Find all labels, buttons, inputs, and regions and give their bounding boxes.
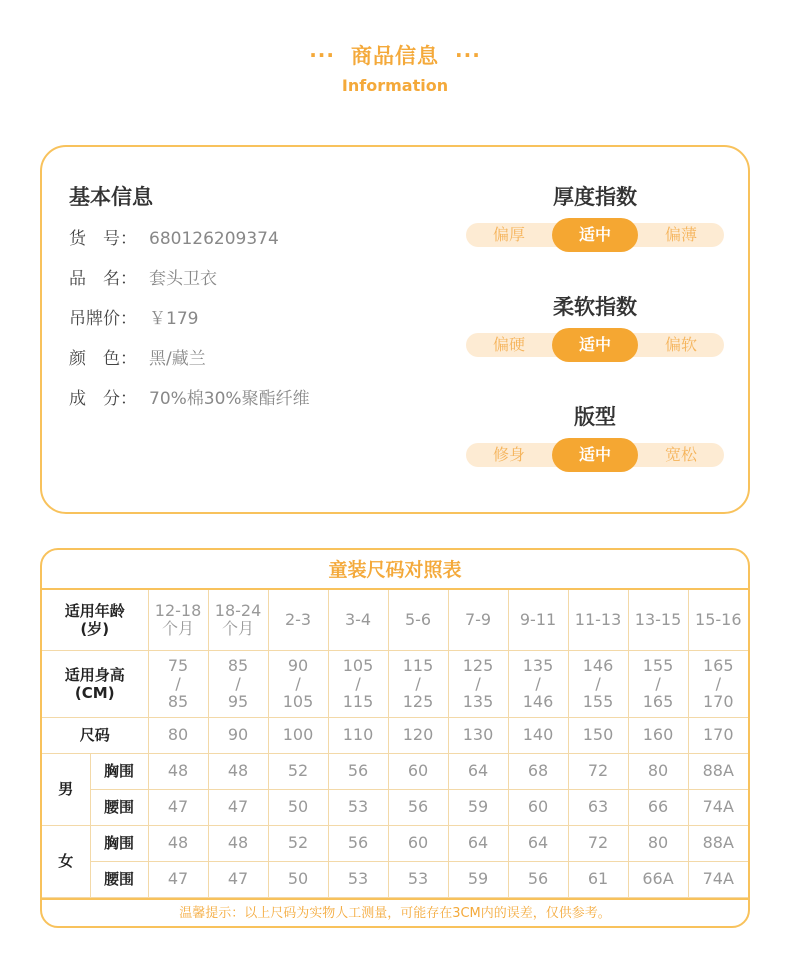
table-cell: 61 (568, 861, 628, 897)
table-cell: 56 (388, 789, 448, 825)
table-cell: 130 (448, 717, 508, 753)
table-cell: 18-24 个月 (208, 590, 268, 650)
table-cell: 72 (568, 825, 628, 861)
table-cell: 48 (208, 825, 268, 861)
thickness-scale (466, 223, 724, 247)
table-cell: 胸围 (90, 825, 148, 861)
option-hard: 偏硬 (492, 335, 525, 354)
table-cell: 64 (448, 753, 508, 789)
table-cell: 140 (508, 717, 568, 753)
table-cell: 50 (268, 789, 328, 825)
basic-info-section (69, 181, 310, 428)
table-cell: 56 (508, 861, 568, 897)
table-cell: 110 (328, 717, 388, 753)
section-header (0, 40, 790, 95)
table-cell: 125 / 135 (448, 650, 508, 717)
table-cell: 146 / 155 (568, 650, 628, 717)
option-loose: 宽松 (664, 445, 697, 464)
info-row-price (69, 308, 310, 348)
table-cell: 64 (508, 825, 568, 861)
row-female-chest (42, 825, 748, 861)
table-cell: 50 (268, 861, 328, 897)
table-cell: 88A (688, 825, 748, 861)
info-row-name (69, 268, 310, 308)
table-cell: 74A (688, 789, 748, 825)
product-info-card (40, 145, 750, 514)
info-row-color (69, 348, 310, 388)
table-cell: 155 / 165 (628, 650, 688, 717)
table-cell: 68 (508, 753, 568, 789)
option-medium-selected: 适中 (552, 438, 638, 472)
table-cell: 75 / 85 (148, 650, 208, 717)
table-cell: 47 (148, 861, 208, 897)
table-cell: 85 / 95 (208, 650, 268, 717)
table-cell: 60 (508, 789, 568, 825)
table-cell: 80 (148, 717, 208, 753)
table-cell: 90 / 105 (268, 650, 328, 717)
table-cell: 80 (628, 825, 688, 861)
table-cell: 47 (208, 789, 268, 825)
index-title: 柔软指数 (553, 295, 637, 319)
table-cell: 56 (328, 753, 388, 789)
table-cell: 64 (448, 825, 508, 861)
row-male-chest (42, 753, 748, 789)
option-soft: 偏软 (664, 335, 697, 354)
option-medium-selected: 适中 (552, 328, 638, 362)
index-section (466, 181, 724, 511)
table-cell: 胸围 (90, 753, 148, 789)
softness-scale (466, 333, 724, 357)
table-cell: 5-6 (388, 590, 448, 650)
fit-index (466, 401, 724, 511)
row-age (42, 590, 748, 650)
table-cell: 女 (42, 825, 90, 897)
size-table (42, 590, 748, 898)
info-label: 货 号： (69, 229, 137, 249)
table-cell: 13-15 (628, 590, 688, 650)
table-cell: 48 (148, 825, 208, 861)
row-height (42, 650, 748, 717)
table-cell: 腰围 (90, 861, 148, 897)
option-thick: 偏厚 (492, 225, 525, 244)
softness-index (466, 291, 724, 401)
table-cell: 100 (268, 717, 328, 753)
table-cell: 88A (688, 753, 748, 789)
info-label: 颜 色： (69, 349, 137, 369)
table-cell: 2-3 (268, 590, 328, 650)
size-chart-title: 童装尺码对照表 (42, 550, 748, 590)
info-value: 70%棉30%聚酯纤维 (149, 389, 310, 409)
table-cell: 47 (208, 861, 268, 897)
table-cell: 15-16 (688, 590, 748, 650)
table-cell: 53 (388, 861, 448, 897)
info-row-material (69, 388, 310, 428)
table-cell: 腰围 (90, 789, 148, 825)
index-title: 版型 (574, 405, 616, 429)
page-title: 商品信息 (351, 44, 439, 68)
row-male-waist (42, 789, 748, 825)
table-cell: 72 (568, 753, 628, 789)
table-cell: 170 (688, 717, 748, 753)
table-cell: 150 (568, 717, 628, 753)
header-title-row (0, 40, 790, 70)
table-cell: 尺码 (42, 717, 148, 753)
info-value: 套头卫衣 (149, 269, 217, 289)
info-label: 品 名： (69, 269, 137, 289)
dots-right-decoration: ··· (455, 43, 481, 67)
info-value: ￥179 (149, 309, 199, 329)
table-cell: 男 (42, 753, 90, 825)
info-value: 680126209374 (149, 229, 279, 249)
table-cell: 53 (328, 789, 388, 825)
table-cell: 59 (448, 861, 508, 897)
table-cell: 适用身高 (CM) (42, 650, 148, 717)
fit-scale (466, 443, 724, 467)
table-cell: 7-9 (448, 590, 508, 650)
dots-left-decoration: ··· (309, 43, 335, 67)
table-cell: 53 (328, 861, 388, 897)
table-cell: 48 (208, 753, 268, 789)
table-cell: 适用年龄 (岁) (42, 590, 148, 650)
info-label: 吊牌价： (69, 309, 137, 329)
page-subtitle: Information (341, 76, 449, 95)
table-cell: 56 (328, 825, 388, 861)
table-cell: 135 / 146 (508, 650, 568, 717)
row-female-waist (42, 861, 748, 897)
table-cell: 60 (388, 753, 448, 789)
table-cell: 60 (388, 825, 448, 861)
table-cell: 11-13 (568, 590, 628, 650)
table-cell: 9-11 (508, 590, 568, 650)
table-cell: 63 (568, 789, 628, 825)
table-cell: 74A (688, 861, 748, 897)
basic-info-title: 基本信息 (69, 185, 153, 209)
row-size (42, 717, 748, 753)
thickness-index (466, 181, 724, 291)
index-title: 厚度指数 (553, 185, 637, 209)
table-cell: 47 (148, 789, 208, 825)
table-cell: 105 / 115 (328, 650, 388, 717)
size-note: 温馨提示：以上尺码为实物人工测量，可能存在3CM内的误差，仅供参考。 (42, 898, 748, 928)
info-label: 成 分： (69, 389, 137, 409)
table-cell: 165 / 170 (688, 650, 748, 717)
option-medium-selected: 适中 (552, 218, 638, 252)
option-thin: 偏薄 (664, 225, 697, 244)
table-cell: 115 / 125 (388, 650, 448, 717)
table-cell: 52 (268, 753, 328, 789)
table-cell: 90 (208, 717, 268, 753)
table-cell: 66 (628, 789, 688, 825)
table-cell: 80 (628, 753, 688, 789)
table-cell: 120 (388, 717, 448, 753)
info-row-sku (69, 228, 310, 268)
size-chart-card (40, 548, 750, 928)
info-value: 黑/藏兰 (149, 349, 206, 369)
table-cell: 48 (148, 753, 208, 789)
table-cell: 3-4 (328, 590, 388, 650)
table-cell: 59 (448, 789, 508, 825)
table-cell: 12-18 个月 (148, 590, 208, 650)
table-cell: 52 (268, 825, 328, 861)
option-slim: 修身 (492, 445, 525, 464)
table-cell: 66A (628, 861, 688, 897)
table-cell: 160 (628, 717, 688, 753)
